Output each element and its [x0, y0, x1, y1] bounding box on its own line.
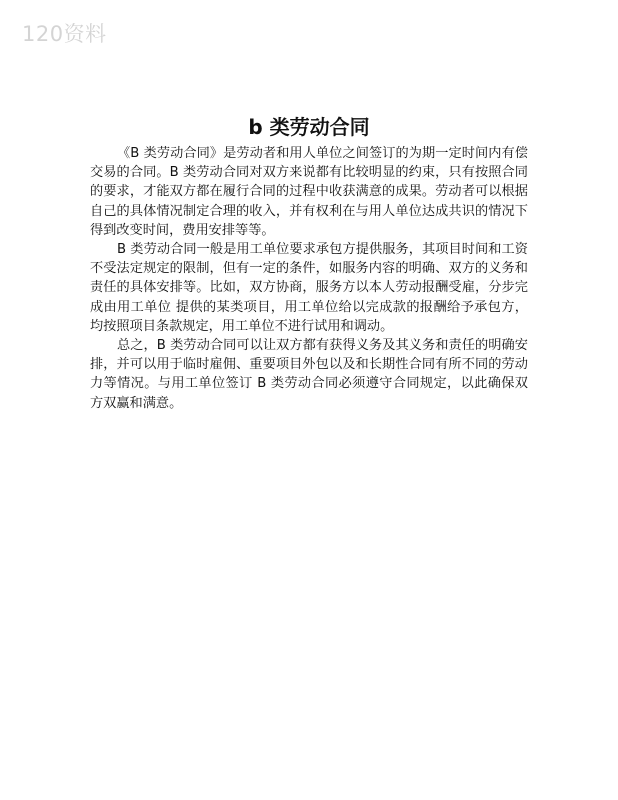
- paragraph-summary: 总之，B 类劳动合同可以让双方都有获得义务及其义务和责任的明确安排，并可以用于临时雇佣、重要项目外包以及和长期性合同有所不同的劳动力等情况。与用工单位签订 B 类劳动合同必须遵守合同规定，以此确保双方双赢和满意。: [90, 338, 528, 411]
- watermark-logo: 120资料: [22, 22, 107, 46]
- document-title: b 类劳动合同: [248, 115, 370, 140]
- paragraph-details: B 类劳动合同一般是用工单位要求承包方提供服务，其项目时间和工资不受法定规定的限制，但有一定的条件，如服务内容的明确、双方的义务和责任的具体安排等。比如，双方协商，服务方以本人劳动报酬受雇，分步完成由用工单位 提供的某类项目，用工单位给以完成款的报酬给予承包方，均按照项目条款规定，用工单位不进行试用和调动。: [90, 242, 528, 334]
- paragraph-intro: 《B 类劳动合同》是劳动者和用人单位之间签订的为期一定时间内有偿交易的合同。B 类劳动合同对双方来说都有比较明显的约束，只有按照合同的要求，才能双方都在履行合同的过程中收获满意的成果。劳动者可以根据自己的具体情况制定合理的收入，并有权利在与用人单位达成共识的情况下得到改变时间，费用安排等等。: [90, 146, 528, 238]
- document-body: [90, 144, 528, 413]
